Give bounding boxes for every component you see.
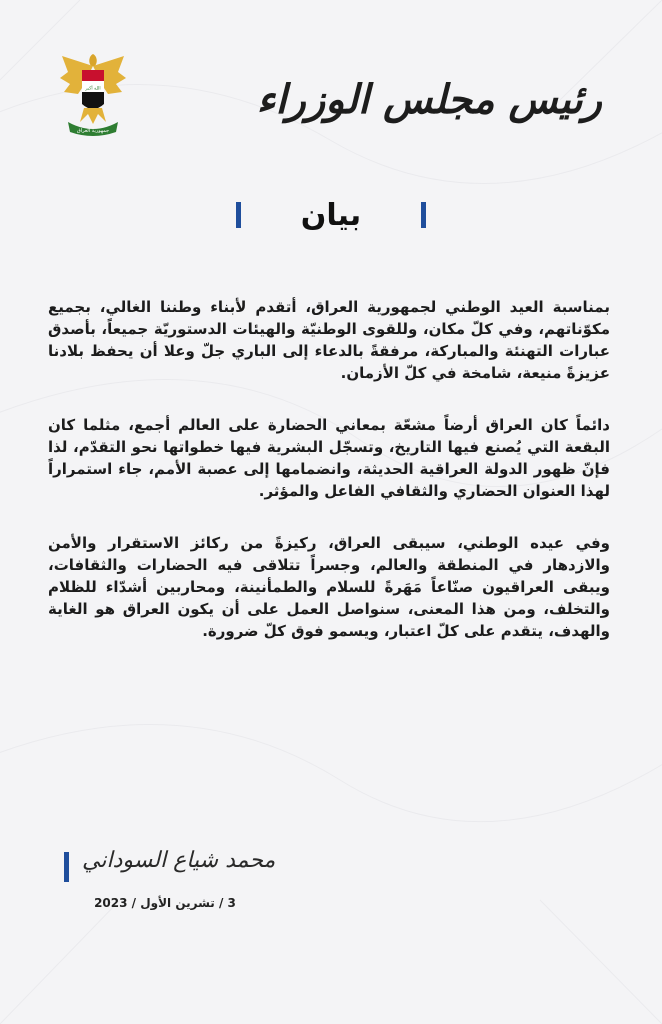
statement-title: بيان (300, 197, 362, 233)
signature: محمد شياع السوداني (82, 848, 276, 873)
paragraph-3: وفي عيده الوطني، سيبقى العراق، ركيزةً من ركائز الاستقرار والأمن والازدهار في المنطقة والعالم، وجسراً تتلاقى فيه الحضارات والثقافات، ويبقى العراقيون صنّاعاً مَهَرةً للسلام والطمأنينة، ومحاربين أشدّاء للظلام والتخلف، ومن هذا المعنى، سنواصل العمل على أن يكون العراق هو الغاية والهدف، يتقدم على كلّ اعتبار، ويسمو فوق كلّ ضرورة. (48, 534, 610, 640)
emblem-banner-text: جمهورية العراق (76, 128, 110, 134)
paragraph-2: دائماً كان العراق أرضاً مشعّة بمعاني الحضارة على العالم أجمع، مثلما كان البقعة التي يُصنع فيها التاريخ، وتسجّل البشرية فيها خطواتها نحو التقدّم، لذا فإنّ ظهور الدولة العراقية الحديثة، وانضمامها إلى عصبة الأمم، جاء استمراراً لهذا العنوان الحضاري والثقافي الفاعل والمؤثر. (48, 416, 610, 500)
statement-body (48, 296, 610, 672)
iraq-eagle-emblem-icon (58, 48, 128, 140)
emblem-shield-text: الله أكبر (85, 86, 101, 92)
signature-block (58, 846, 278, 894)
statement-heading (0, 190, 662, 240)
heading-bar-right (421, 202, 426, 228)
heading-bar-left (236, 202, 241, 228)
office-title: رئيس مجلس الوزراء (256, 76, 602, 123)
statement-date: 3 / تشرين الأول / 2023 (94, 896, 236, 910)
paragraph-1: بمناسبة العيد الوطني لجمهورية العراق، أتقدم لأبناء وطننا الغالي، بجميع مكوّناتهم، وفي كلّ مكان، وللقوى الوطنيّة والهيئات الدستوريّة جميعاً، بأصدق عبارات التهنئة والمباركة، مرفقةً بالدعاء إلى الباري جلّ وعلا أن يحفظ بلادنا عزيزةً منيعة، شامخة في كلّ الأزمان. (48, 298, 610, 382)
signature-bar (64, 852, 69, 882)
